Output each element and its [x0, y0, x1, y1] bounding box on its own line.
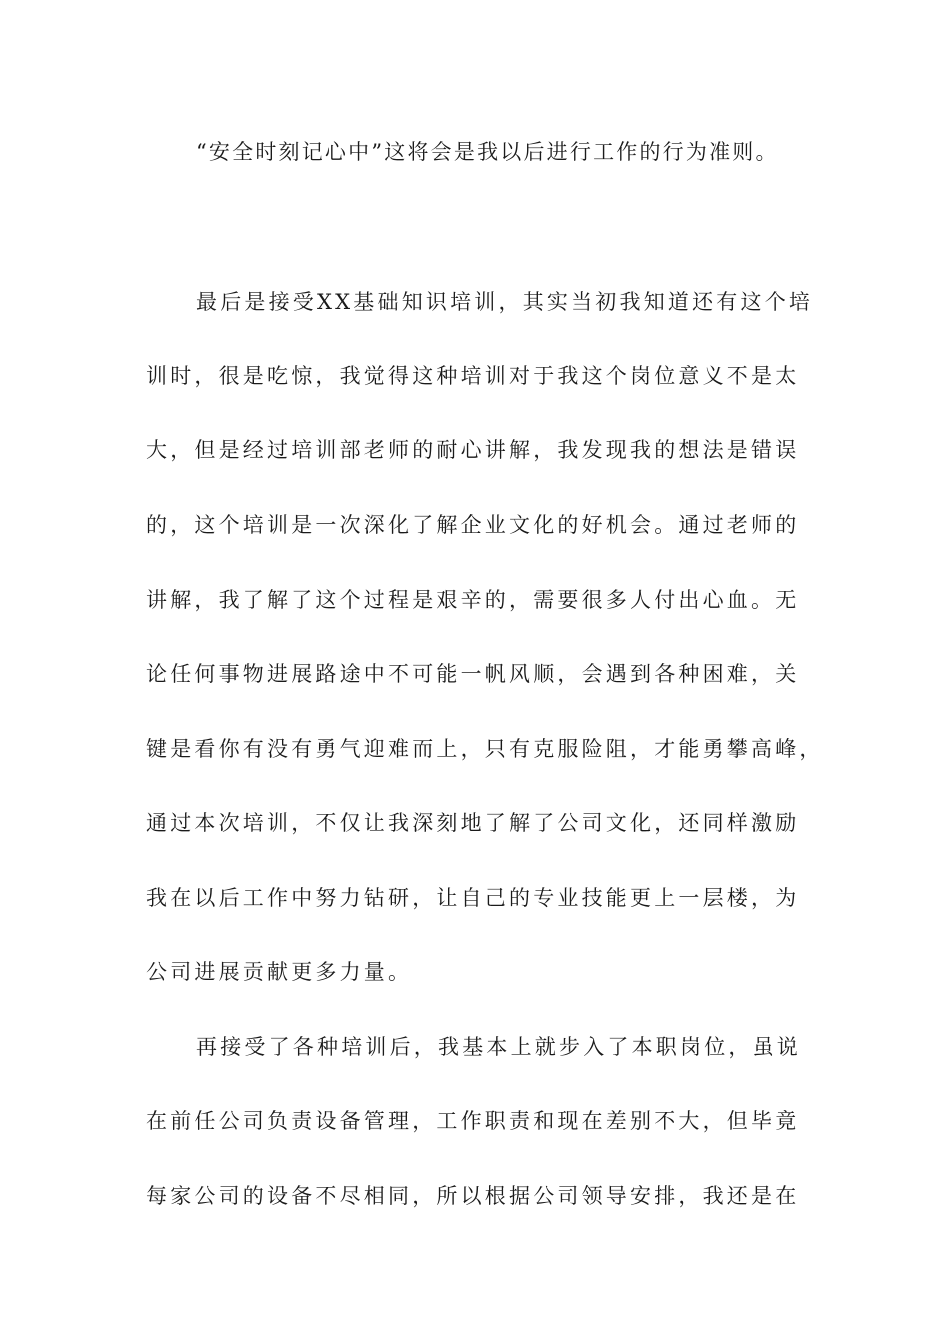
text-line: “安全时刻记心中”这将会是我以后进行工作的行为准则。: [196, 140, 779, 164]
text-line: 公司进展贡献更多力量。: [146, 960, 413, 984]
text-line: 键是看你有没有勇气迎难而上，只有克服险阻，才能勇攀高峰，: [146, 737, 824, 761]
text-line: 我在以后工作中努力钻研，让自己的专业技能更上一层楼，为: [146, 886, 800, 910]
text-line: 训时，很是吃惊，我觉得这种培训对于我这个岗位意义不是太: [146, 364, 800, 388]
text-line: 的，这个培训是一次深化了解企业文化的好机会。通过老师的: [146, 513, 800, 537]
text-line: 通过本次培训，不仅让我深刻地了解了公司文化，还同样激励: [146, 811, 800, 835]
text-line: 论任何事物进展路途中不可能一帆风顺，会遇到各种困难，关: [146, 662, 800, 686]
text-line: 讲解，我了解了这个过程是艰辛的，需要很多人付出心血。无: [146, 588, 800, 612]
text-line: 再接受了各种培训后，我基本上就步入了本职岗位，虽说: [196, 1035, 801, 1059]
text-line: 大，但是经过培训部老师的耐心讲解，我发现我的想法是错误: [146, 438, 800, 462]
text-line: 在前任公司负责设备管理，工作职责和现在差别不大，但毕竟: [146, 1109, 800, 1133]
text-line: 每家公司的设备不尽相同，所以根据公司领导安排，我还是在: [146, 1184, 800, 1208]
text-line: 最后是接受XX基础知识培训，其实当初我知道还有这个培: [196, 290, 814, 314]
